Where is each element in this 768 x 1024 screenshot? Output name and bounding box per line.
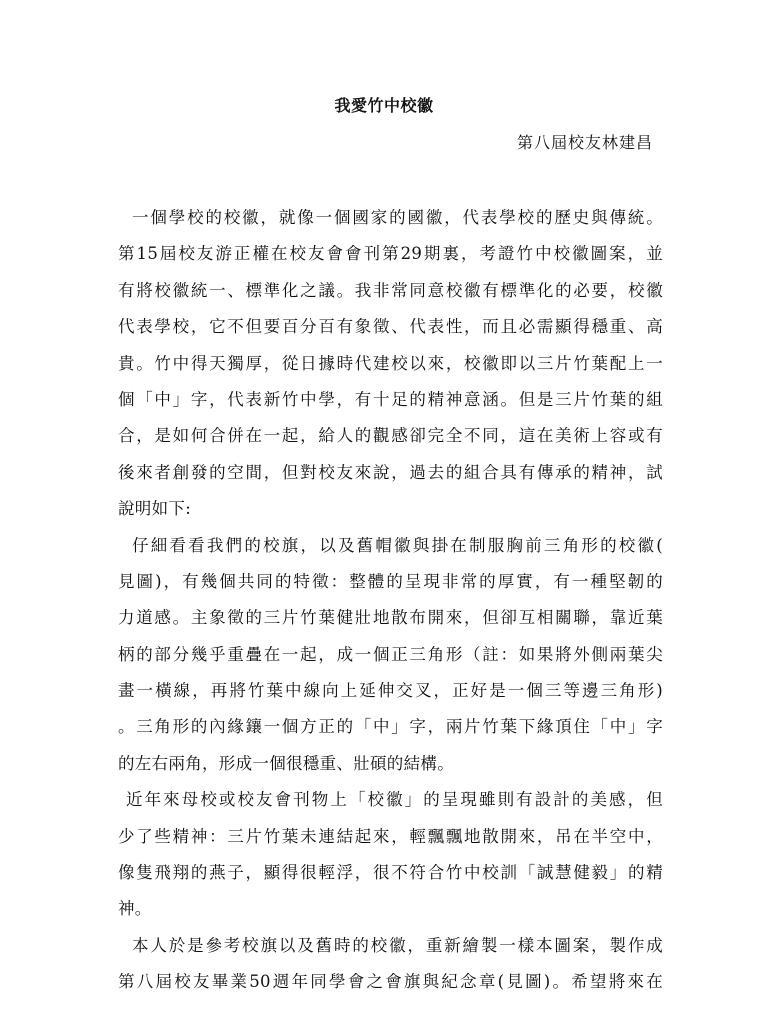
document-title: 我愛竹中校徽 (334, 96, 434, 115)
paragraph-line: 後來者創發的空間，但對校友來說，過去的組合具有傳承的精神，試 (118, 462, 663, 482)
paragraph-line: 本人於是參考校旗以及舊時的校徽，重新繪製一樣本圖案，製作成 (132, 935, 663, 955)
paragraph-line: 貴。竹中得天獨厚，從日據時代建校以來，校徽即以三片竹葉配上一 (118, 353, 663, 373)
paragraph-line: 代表學校，它不但要百分百有象徵、代表性，而且必需顯得穩重、高 (118, 317, 663, 337)
paragraph-line: 力道感。主象徵的三片竹葉健壯地散布開來，但卻互相關聯，靠近葉 (118, 608, 663, 628)
paragraph-line: 第八屆校友畢業50週年同學會之會旗與紀念章(見圖)。希望將來在 (118, 972, 663, 992)
paragraph-line: 。三角形的內緣鑲一個方正的「中」字，兩片竹葉下緣頂住「中」字 (118, 717, 663, 737)
paragraph-line: 一個學校的校徽，就像一個國家的國徽，代表學校的歷史與傳統。 (132, 208, 663, 227)
paragraph-line: 有將校徽統一、標準化之議。我非常同意校徽有標準化的必要，校徽 (118, 280, 663, 300)
paragraph-line: 畫一橫線，再將竹葉中線向上延伸交叉，正好是一個三等邊三角形) (118, 681, 663, 701)
paragraph-line: 說明如下: (118, 499, 192, 519)
paragraph-line: 個「中」字，代表新竹中學，有十足的精神意涵。但是三片竹葉的組 (118, 389, 663, 409)
document-author: 第八屆校友林建昌 (516, 133, 653, 152)
paragraph-line: 見圖)，有幾個共同的特徵：整體的呈現非常的厚實，有一種堅韌的 (118, 571, 663, 591)
paragraph-line: 近年來母校或校友會刊物上「校徽」的呈現雖則有設計的美感，但 (126, 790, 663, 810)
paragraph-line: 柄的部分幾乎重疊在一起，成一個正三角形（註：如果將外側兩葉尖 (118, 644, 663, 664)
paragraph-line: 像隻飛翔的燕子，顯得很輕浮，很不符合竹中校訓「誠慧健毅」的精 (118, 863, 663, 883)
paragraph-line: 仔細看看我們的校旗，以及舊帽徽與掛在制服胸前三角形的校徽( (132, 535, 663, 555)
paragraph-line: 神。 (118, 899, 152, 919)
paragraph-line: 少了些精神：三片竹葉未連結起來，輕飄飄地散開來，吊在半空中， (118, 826, 663, 846)
paragraph-line: 的左右兩角，形成一個很穩重、壯碩的結構。 (118, 753, 454, 773)
paragraph-line: 第15屆校友游正權在校友會會刊第29期裏，考證竹中校徽圖案，並 (118, 244, 663, 264)
document-body (118, 200, 663, 1001)
paragraph-line: 合，是如何合併在一起，給人的觀感卻完全不同，這在美術上容或有 (118, 426, 663, 446)
